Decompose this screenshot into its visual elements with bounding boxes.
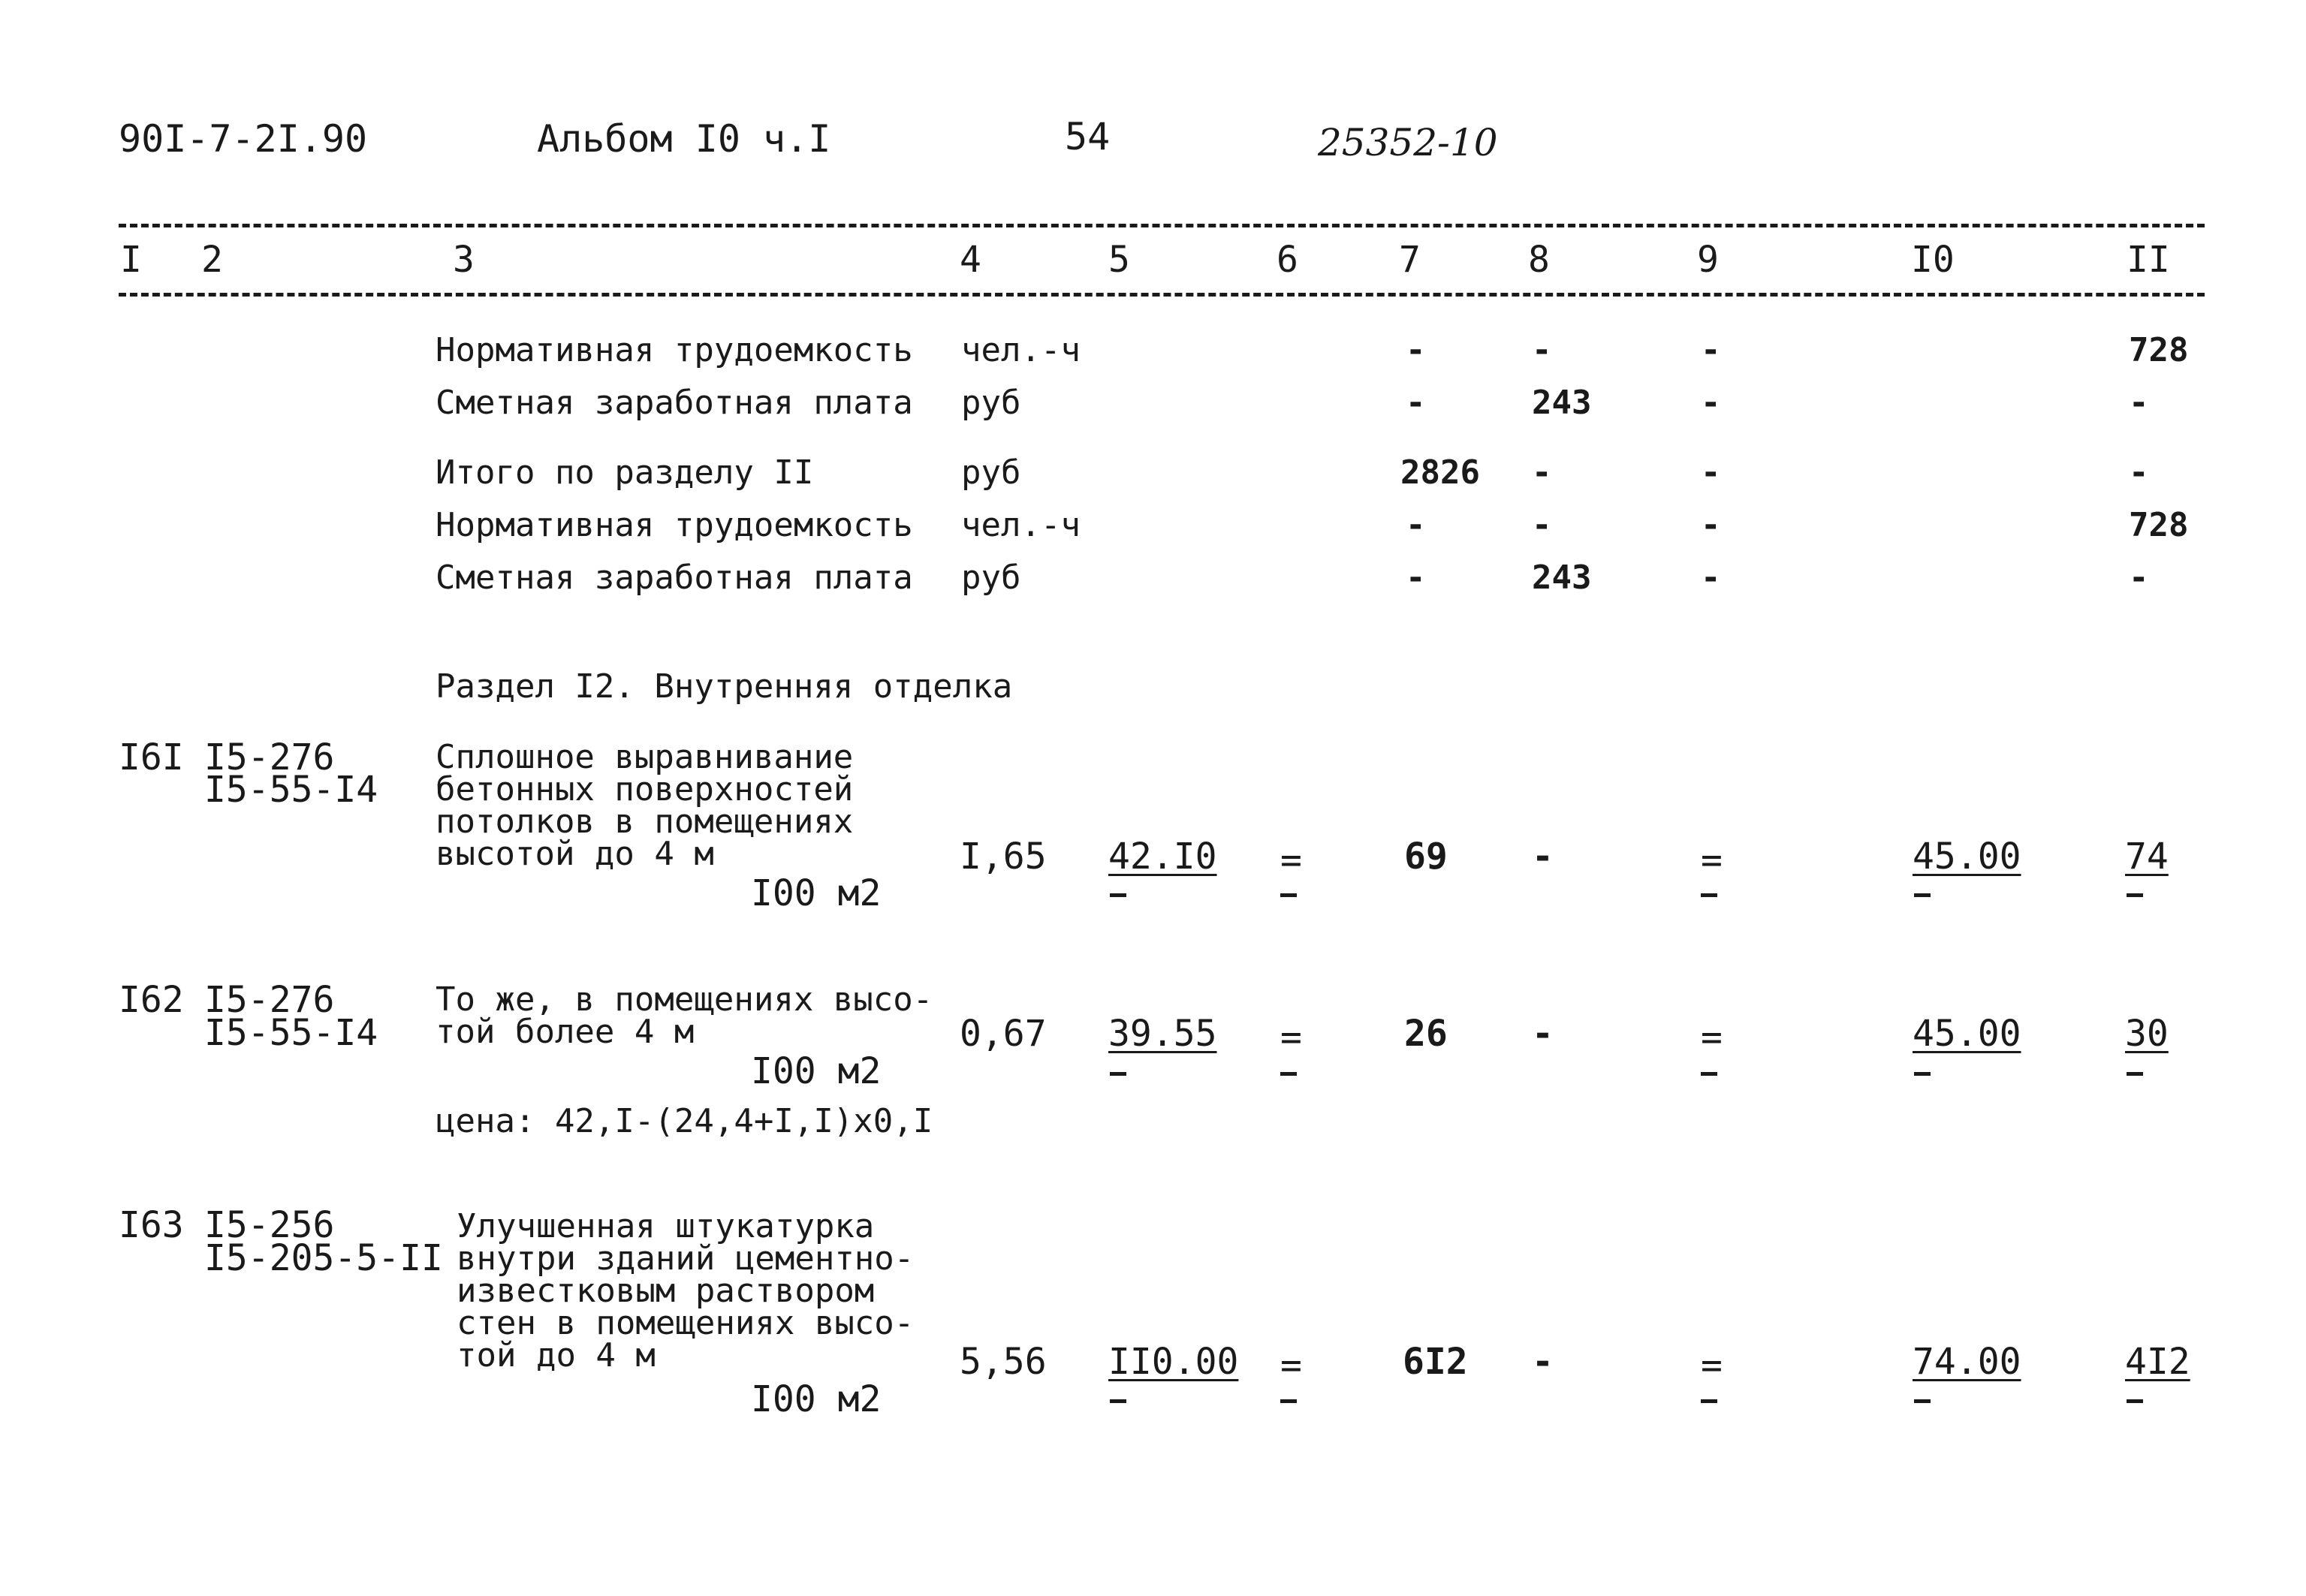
dash-mark <box>1914 1399 1931 1403</box>
item-description-line: высотой до 4 м <box>436 835 714 873</box>
dash-mark <box>1110 1072 1126 1076</box>
item-price: 42.I0 <box>1108 836 1217 878</box>
summary-col8: 243 <box>1532 559 1592 597</box>
dash-mark <box>1914 893 1931 897</box>
summary-label: Нормативная трудоемкость <box>436 506 913 544</box>
col-header-9: 9 <box>1697 239 1719 281</box>
col-header-4: 4 <box>960 239 981 281</box>
doc-code: 90I-7-2I.90 <box>119 117 368 161</box>
item-col11: 74 <box>2125 836 2169 878</box>
item-col10: 74.00 <box>1913 1341 2021 1383</box>
summary-unit: чел.-ч <box>961 331 1081 369</box>
col-header-5: 5 <box>1108 239 1130 281</box>
col-header-2: 2 <box>201 239 223 281</box>
summary-col11: 728 <box>2129 506 2189 544</box>
item-description-line: Сплошное выравнивание <box>436 738 854 776</box>
summary-unit: руб <box>961 559 1021 597</box>
dash-mark <box>1701 1072 1717 1076</box>
item-col7: 6I2 <box>1403 1341 1468 1383</box>
item-col11: 4I2 <box>2125 1341 2190 1383</box>
item-col7: 26 <box>1404 1013 1448 1055</box>
item-col6: = <box>1280 1345 1302 1387</box>
header-rule-top <box>119 224 2205 227</box>
item-col6: = <box>1280 1016 1302 1058</box>
item-code: I5-276 <box>204 736 335 778</box>
item-quantity: I,65 <box>960 836 1047 878</box>
summary-col9: - <box>1701 559 1721 597</box>
summary-col9: - <box>1701 453 1721 492</box>
item-col6: = <box>1280 839 1302 881</box>
summary-col11: - <box>2129 453 2149 492</box>
summary-col7: - <box>1406 384 1426 422</box>
summary-unit: руб <box>961 453 1021 492</box>
summary-col8: - <box>1532 453 1552 492</box>
item-description-line: бетонных поверхностей <box>436 770 854 809</box>
col-header-3: 3 <box>453 239 475 281</box>
item-unit: I00 м2 <box>751 872 882 914</box>
dash-mark <box>1280 1072 1297 1076</box>
summary-unit: руб <box>961 384 1021 422</box>
item-unit: I00 м2 <box>751 1378 882 1420</box>
item-unit: I00 м2 <box>751 1050 882 1092</box>
summary-col11: - <box>2129 559 2149 597</box>
item-description-line: Улучшенная штукатурка <box>457 1207 875 1245</box>
item-number: I63 <box>119 1204 184 1246</box>
item-description-line: потолков в помещениях <box>436 803 854 841</box>
item-description-line: стен в помещениях высо- <box>457 1304 915 1342</box>
summary-col9: - <box>1701 331 1721 369</box>
dash-mark <box>1110 893 1126 897</box>
item-number: I62 <box>119 979 184 1021</box>
dash-mark <box>2127 1072 2143 1076</box>
dash-mark <box>1280 893 1297 897</box>
summary-unit: чел.-ч <box>961 506 1081 544</box>
summary-col8: - <box>1532 506 1552 544</box>
dash-mark <box>1701 893 1717 897</box>
summary-col7: - <box>1406 506 1426 544</box>
album-label: Альбом I0 ч.I <box>537 117 831 161</box>
page-number: 54 <box>1065 115 1111 158</box>
col-header-10: I0 <box>1911 239 1955 281</box>
summary-col11: 728 <box>2129 331 2189 369</box>
item-description-line: той более 4 м <box>436 1013 695 1051</box>
item-description-line: той до 4 м <box>457 1336 656 1375</box>
item-col7: 69 <box>1404 836 1448 878</box>
summary-col9: - <box>1701 384 1721 422</box>
item-col9: = <box>1701 1345 1723 1387</box>
summary-col7: 2826 <box>1400 453 1480 492</box>
item-quantity: 5,56 <box>960 1341 1047 1383</box>
dash-mark <box>2127 893 2143 897</box>
dash-mark <box>2127 1399 2143 1403</box>
summary-label: Сметная заработная плата <box>436 559 913 597</box>
item-code: I5-205-5-II <box>204 1237 443 1279</box>
summary-col11: - <box>2129 384 2149 422</box>
item-price: 39.55 <box>1108 1013 1217 1055</box>
item-col8: - <box>1532 1013 1554 1055</box>
item-description-line: известковым раствором <box>457 1272 875 1310</box>
col-header-11: II <box>2127 239 2170 281</box>
item-price: II0.00 <box>1108 1341 1239 1383</box>
item-code: I5-276 <box>204 979 335 1021</box>
dash-mark <box>1280 1399 1297 1403</box>
item-code: I5-256 <box>204 1204 335 1246</box>
col-header-6: 6 <box>1277 239 1298 281</box>
item-col10: 45.00 <box>1913 836 2021 878</box>
item-quantity: 0,67 <box>960 1013 1047 1055</box>
col-header-8: 8 <box>1528 239 1550 281</box>
item-col11: 30 <box>2125 1013 2169 1055</box>
section-title: Раздел I2. Внутренняя отделка <box>436 667 1013 706</box>
summary-col8: - <box>1532 331 1552 369</box>
item-col9: = <box>1701 1016 1723 1058</box>
price-note: цена: 42,I-(24,4+I,I)x0,I <box>436 1102 933 1140</box>
item-number: I6I <box>119 736 184 778</box>
item-col8: - <box>1532 836 1554 878</box>
handwritten-code: 25352-10 <box>1318 121 1498 164</box>
summary-col7: - <box>1406 331 1426 369</box>
item-col9: = <box>1701 839 1723 881</box>
dash-mark <box>1110 1399 1126 1403</box>
summary-col9: - <box>1701 506 1721 544</box>
summary-col8: 243 <box>1532 384 1592 422</box>
item-col10: 45.00 <box>1913 1013 2021 1055</box>
col-header-7: 7 <box>1399 239 1421 281</box>
summary-label: Итого по разделу II <box>436 453 814 492</box>
summary-col7: - <box>1406 559 1426 597</box>
item-code: I5-55-I4 <box>204 769 378 811</box>
summary-label: Нормативная трудоемкость <box>436 331 913 369</box>
col-header-1: I <box>120 239 142 281</box>
summary-label: Сметная заработная плата <box>436 384 913 422</box>
item-description-line: внутри зданий цементно- <box>457 1239 915 1278</box>
dash-mark <box>1701 1399 1717 1403</box>
item-col8: - <box>1532 1341 1554 1383</box>
item-description-line: То же, в помещениях высо- <box>436 980 933 1019</box>
dash-mark <box>1914 1072 1931 1076</box>
header-rule-bottom <box>119 293 2205 297</box>
item-code: I5-55-I4 <box>204 1012 378 1054</box>
